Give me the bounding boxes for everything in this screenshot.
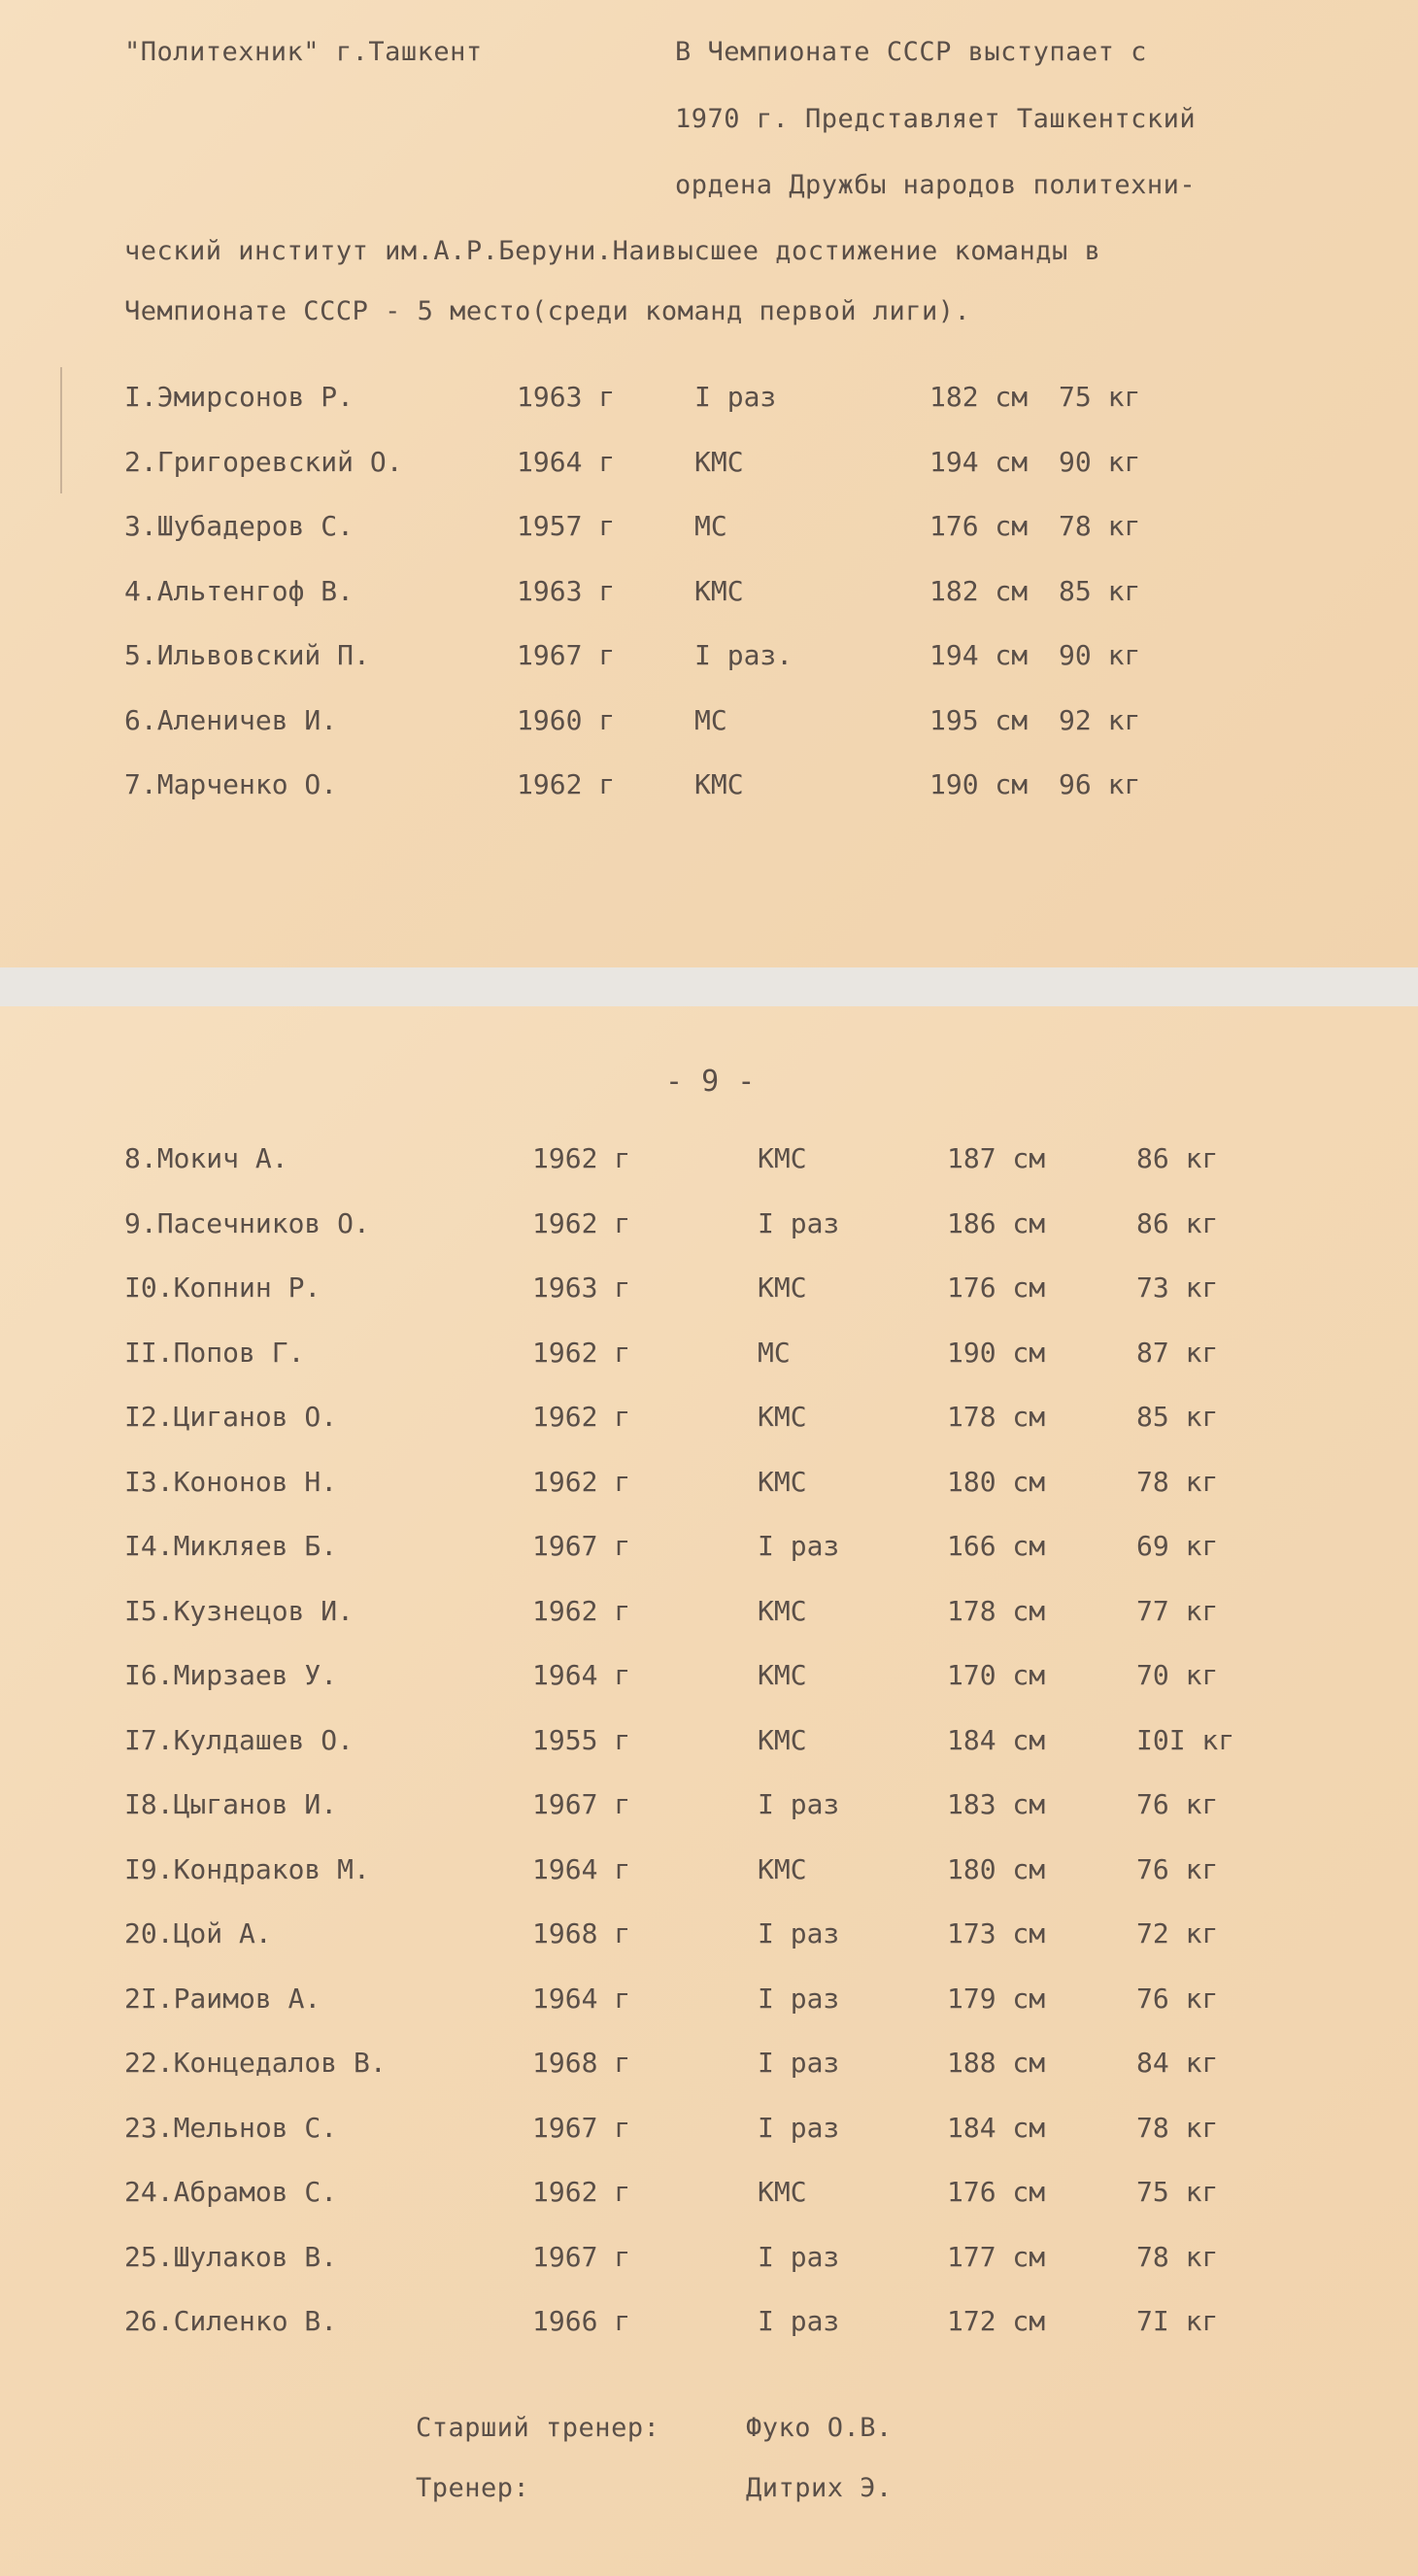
player-weight: 92 кг bbox=[1059, 703, 1141, 736]
player-row bbox=[0, 381, 1418, 429]
player-year: 1964 г bbox=[517, 445, 616, 478]
player-height: 182 см bbox=[929, 574, 1029, 607]
player-height: 186 см bbox=[947, 1206, 1046, 1239]
player-rank: КМС bbox=[758, 1271, 807, 1304]
player-name: 6.Аленичев И. bbox=[124, 703, 338, 736]
player-row bbox=[0, 2176, 1418, 2224]
header-line-1: В Чемпионате СССР выступает с bbox=[675, 37, 1147, 67]
coach-label: Тренер: bbox=[416, 2473, 530, 2503]
player-rank: I раз bbox=[758, 1206, 840, 1239]
player-row bbox=[0, 2241, 1418, 2289]
player-name: 9.Пасечников О. bbox=[124, 1206, 370, 1239]
player-rank: МС bbox=[694, 510, 727, 542]
player-rank: I раз bbox=[758, 2111, 840, 2144]
player-name: 24.Абрамов С. bbox=[124, 2176, 338, 2208]
player-height: 180 см bbox=[947, 1852, 1046, 1885]
player-row bbox=[0, 1983, 1418, 2031]
player-name: I0.Копнин Р. bbox=[124, 1271, 321, 1304]
player-row bbox=[0, 1659, 1418, 1708]
player-rank: КМС bbox=[758, 1594, 807, 1627]
document-page-2 bbox=[0, 1006, 1418, 2576]
player-rank: I раз bbox=[758, 2047, 840, 2079]
document-page-1 bbox=[0, 0, 1418, 967]
player-weight: 78 кг bbox=[1136, 2240, 1219, 2273]
player-weight: 78 кг bbox=[1136, 1465, 1219, 1498]
player-year: 1957 г bbox=[517, 510, 616, 542]
player-name: I4.Микляев Б. bbox=[124, 1530, 338, 1562]
player-height: 184 см bbox=[947, 2111, 1046, 2144]
player-weight: 90 кг bbox=[1059, 639, 1141, 671]
player-name: 2.Григоревский О. bbox=[124, 445, 403, 478]
player-name: I7.Кулдашев О. bbox=[124, 1723, 354, 1756]
player-name: II.Попов Г. bbox=[124, 1336, 305, 1369]
player-rank: I раз bbox=[694, 381, 777, 413]
player-row bbox=[0, 704, 1418, 753]
player-height: 176 см bbox=[947, 2176, 1046, 2208]
player-name: I9.Кондраков М. bbox=[124, 1852, 370, 1885]
header-line-4: ческий институт им.А.Р.Беруни.Наивысшее достижение команды в bbox=[124, 236, 1101, 266]
player-height: 182 см bbox=[929, 381, 1029, 413]
player-row bbox=[0, 1142, 1418, 1191]
player-row bbox=[0, 2047, 1418, 2095]
player-rank: КМС bbox=[758, 2176, 807, 2208]
player-height: 177 см bbox=[947, 2240, 1046, 2273]
player-row bbox=[0, 1271, 1418, 1320]
player-name: 25.Шулаков В. bbox=[124, 2240, 338, 2273]
player-row bbox=[0, 639, 1418, 688]
player-rank: КМС bbox=[758, 1723, 807, 1756]
player-rank: КМС bbox=[758, 1659, 807, 1691]
player-row bbox=[0, 510, 1418, 559]
player-row bbox=[0, 1724, 1418, 1773]
player-year: 1962 г bbox=[517, 768, 616, 800]
player-height: 176 см bbox=[947, 1271, 1046, 1304]
player-height: 180 см bbox=[947, 1465, 1046, 1498]
player-height: 190 см bbox=[929, 768, 1029, 800]
player-year: 1962 г bbox=[532, 1336, 631, 1369]
player-year: 1967 г bbox=[532, 1530, 631, 1562]
player-row bbox=[0, 1530, 1418, 1578]
player-row bbox=[0, 1466, 1418, 1514]
player-year: 1966 г bbox=[532, 2305, 631, 2337]
player-rank: I раз bbox=[758, 2240, 840, 2273]
player-rank: КМС bbox=[694, 768, 744, 800]
player-weight: 84 кг bbox=[1136, 2047, 1219, 2079]
player-name: I.Эмирсонов Р. bbox=[124, 381, 354, 413]
player-year: 1962 г bbox=[532, 1142, 631, 1174]
player-height: 183 см bbox=[947, 1788, 1046, 1820]
player-name: I2.Циганов О. bbox=[124, 1401, 338, 1433]
player-rank: I раз bbox=[758, 2305, 840, 2337]
player-weight: 75 кг bbox=[1059, 381, 1141, 413]
player-weight: 86 кг bbox=[1136, 1206, 1219, 1239]
player-name: I3.Кононов Н. bbox=[124, 1465, 338, 1498]
player-weight: 76 кг bbox=[1136, 1852, 1219, 1885]
player-name: 23.Мельнов С. bbox=[124, 2111, 338, 2144]
player-weight: I0I кг bbox=[1136, 1723, 1235, 1756]
player-rank: МС bbox=[758, 1336, 791, 1369]
player-row bbox=[0, 1917, 1418, 1966]
player-rank: КМС bbox=[758, 1142, 807, 1174]
header-line-3: ордена Дружбы народов политехни- bbox=[675, 170, 1197, 200]
player-name: 4.Альтенгоф В. bbox=[124, 574, 354, 607]
player-name: I6.Мирзаев У. bbox=[124, 1659, 338, 1691]
player-weight: 7I кг bbox=[1136, 2305, 1219, 2337]
player-name: 22.Концедалов В. bbox=[124, 2047, 387, 2079]
player-year: 1960 г bbox=[517, 703, 616, 736]
player-rank: I раз bbox=[758, 1917, 840, 1949]
player-weight: 73 кг bbox=[1136, 1271, 1219, 1304]
player-name: 7.Марченко О. bbox=[124, 768, 338, 800]
player-row bbox=[0, 2112, 1418, 2160]
player-name: 26.Силенко В. bbox=[124, 2305, 338, 2337]
player-year: 1967 г bbox=[532, 2111, 631, 2144]
player-row bbox=[0, 768, 1418, 817]
player-name: 8.Мокич А. bbox=[124, 1142, 288, 1174]
player-weight: 76 кг bbox=[1136, 1788, 1219, 1820]
player-weight: 75 кг bbox=[1136, 2176, 1219, 2208]
player-name: I8.Цыганов И. bbox=[124, 1788, 338, 1820]
player-year: 1963 г bbox=[532, 1271, 631, 1304]
player-height: 194 см bbox=[929, 639, 1029, 671]
player-name: 20.Цой А. bbox=[124, 1917, 272, 1949]
head-coach-label: Старший тренер: bbox=[416, 2413, 660, 2443]
player-height: 178 см bbox=[947, 1401, 1046, 1433]
player-height: 195 см bbox=[929, 703, 1029, 736]
player-name: 5.Ильвовский П. bbox=[124, 639, 370, 671]
player-row bbox=[0, 1595, 1418, 1644]
page-number: - 9 - bbox=[665, 1065, 756, 1099]
player-rank: КМС bbox=[694, 574, 744, 607]
player-year: 1967 г bbox=[532, 2240, 631, 2273]
player-weight: 77 кг bbox=[1136, 1594, 1219, 1627]
player-year: 1962 г bbox=[532, 1401, 631, 1433]
player-year: 1962 г bbox=[532, 1465, 631, 1498]
player-year: 1962 г bbox=[532, 1594, 631, 1627]
player-year: 1967 г bbox=[517, 639, 616, 671]
player-rank: КМС bbox=[694, 445, 744, 478]
player-height: 188 см bbox=[947, 2047, 1046, 2079]
player-height: 184 см bbox=[947, 1723, 1046, 1756]
player-weight: 76 кг bbox=[1136, 1982, 1219, 2015]
head-coach-name: Фуко О.В. bbox=[746, 2413, 893, 2443]
header-line-5: Чемпионате СССР - 5 место(среди команд первой лиги). bbox=[124, 296, 971, 326]
player-rank: КМС bbox=[758, 1401, 807, 1433]
player-year: 1963 г bbox=[517, 381, 616, 413]
player-year: 1955 г bbox=[532, 1723, 631, 1756]
player-row bbox=[0, 446, 1418, 494]
player-height: 194 см bbox=[929, 445, 1029, 478]
player-row bbox=[0, 1788, 1418, 1837]
player-row bbox=[0, 2305, 1418, 2354]
player-year: 1962 г bbox=[532, 2176, 631, 2208]
player-height: 176 см bbox=[929, 510, 1029, 542]
player-rank: I раз bbox=[758, 1982, 840, 2015]
player-height: 179 см bbox=[947, 1982, 1046, 2015]
player-year: 1964 г bbox=[532, 1852, 631, 1885]
player-name: 3.Шубадеров С. bbox=[124, 510, 354, 542]
player-name: I5.Кузнецов И. bbox=[124, 1594, 354, 1627]
player-rank: МС bbox=[694, 703, 727, 736]
player-year: 1968 г bbox=[532, 1917, 631, 1949]
player-height: 187 см bbox=[947, 1142, 1046, 1174]
player-rank: КМС bbox=[758, 1465, 807, 1498]
player-weight: 78 кг bbox=[1136, 2111, 1219, 2144]
player-height: 170 см bbox=[947, 1659, 1046, 1691]
player-rank: I раз bbox=[758, 1530, 840, 1562]
player-weight: 90 кг bbox=[1059, 445, 1141, 478]
player-rank: I раз bbox=[758, 1788, 840, 1820]
coach-name: Дитрих Э. bbox=[746, 2473, 893, 2503]
player-year: 1968 г bbox=[532, 2047, 631, 2079]
player-weight: 96 кг bbox=[1059, 768, 1141, 800]
player-weight: 86 кг bbox=[1136, 1142, 1219, 1174]
player-row bbox=[0, 1337, 1418, 1385]
player-weight: 70 кг bbox=[1136, 1659, 1219, 1691]
player-year: 1962 г bbox=[532, 1206, 631, 1239]
player-height: 172 см bbox=[947, 2305, 1046, 2337]
player-height: 166 см bbox=[947, 1530, 1046, 1562]
player-rank: КМС bbox=[758, 1852, 807, 1885]
player-year: 1964 г bbox=[532, 1659, 631, 1691]
player-row bbox=[0, 1401, 1418, 1449]
player-year: 1967 г bbox=[532, 1788, 631, 1820]
player-weight: 85 кг bbox=[1059, 574, 1141, 607]
player-rank: I раз. bbox=[694, 639, 793, 671]
player-row bbox=[0, 575, 1418, 624]
header-line-2: 1970 г. Представляет Ташкентский bbox=[675, 104, 1197, 134]
player-weight: 72 кг bbox=[1136, 1917, 1219, 1949]
player-row bbox=[0, 1853, 1418, 1902]
player-year: 1963 г bbox=[517, 574, 616, 607]
player-weight: 87 кг bbox=[1136, 1336, 1219, 1369]
player-weight: 85 кг bbox=[1136, 1401, 1219, 1433]
team-name: "Политехник" г.Ташкент bbox=[124, 37, 483, 67]
player-weight: 78 кг bbox=[1059, 510, 1141, 542]
player-row bbox=[0, 1207, 1418, 1256]
player-name: 2I.Раимов А. bbox=[124, 1982, 321, 2015]
player-year: 1964 г bbox=[532, 1982, 631, 2015]
player-weight: 69 кг bbox=[1136, 1530, 1219, 1562]
player-height: 173 см bbox=[947, 1917, 1046, 1949]
player-height: 190 см bbox=[947, 1336, 1046, 1369]
player-height: 178 см bbox=[947, 1594, 1046, 1627]
